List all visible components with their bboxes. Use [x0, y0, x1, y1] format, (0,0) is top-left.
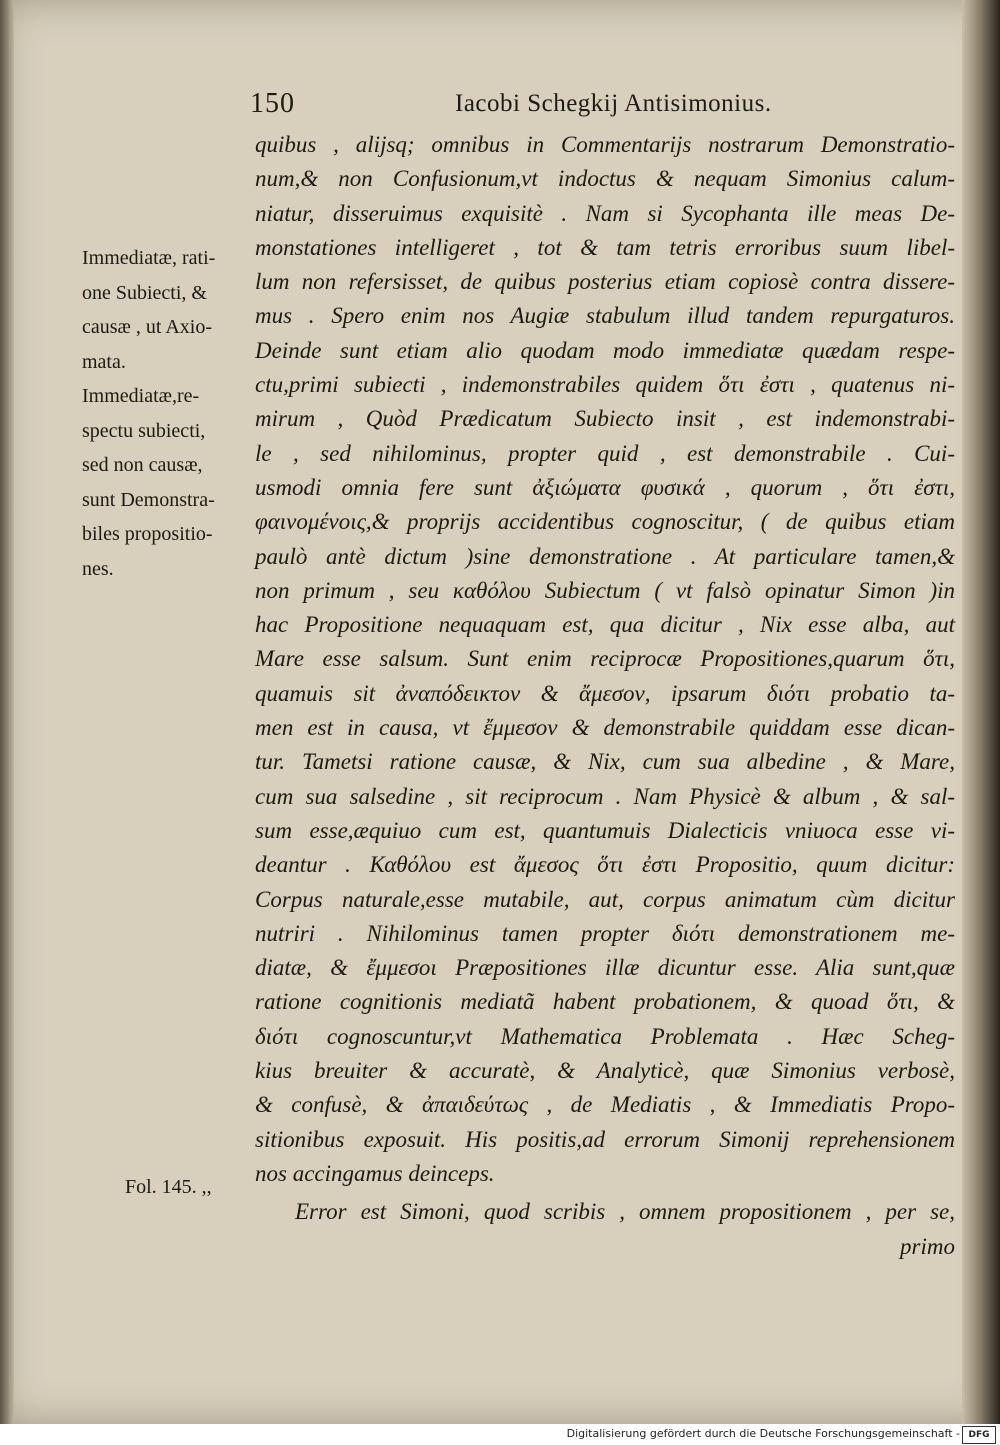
margin-note-line: spectu subiecti, [82, 419, 206, 442]
page-number: 150 [250, 88, 295, 119]
margin-note-line: nes. [82, 557, 114, 580]
text-line: sitionibus exposuit. His positis,ad errorum Simonij reprehensionem [255, 1126, 955, 1152]
text-line: nos accingamus deinceps. [255, 1160, 495, 1186]
text-line: mus . Spero enim nos Augiæ stabulum illud tandem repurgaturos. [255, 303, 955, 329]
text-line: Mare esse salsum. Sunt enim reciprocæ Propositiones,quarum ὅτι, [255, 646, 955, 672]
text-line: hac Propositione nequaquam est, qua dicitur , Nix esse alba, aut [255, 612, 955, 638]
text-line: cum sua salsedine , sit reciprocum . Nam Physicè & album , & sal- [255, 783, 955, 809]
text-line: ctu,primi subiecti , indemonstrabiles quidem ὅτι ἐστι , quatenus ni- [255, 372, 955, 398]
margin-note-line: one Subiecti, & [82, 281, 207, 304]
text-line: tur. Tametsi ratione causæ, & Nix, cum sua albedine , & Mare, [255, 749, 955, 775]
margin-note-line: sunt Demonstra- [82, 488, 215, 511]
text-line: Deinde sunt etiam alio quodam modo immediatæ quædam respe- [255, 337, 955, 363]
text-line: monstationes intelligeret , tot & tam tetris erroribus suum libel- [255, 234, 955, 260]
margin-notes [82, 241, 242, 586]
margin-note-line: Immediatæ, rati- [82, 247, 216, 269]
margin-note-line: causæ , ut Axio- [82, 316, 212, 338]
text-line: paulò antè dictum )sine demonstratione . At particulare tamen,& [255, 543, 955, 569]
folio-reference: Fol. 145. ,, [125, 1176, 212, 1198]
text-line: Corpus naturale,esse mutabile, aut, corpus animatum cùm dicitur [255, 886, 955, 912]
dfg-logo: DFG [962, 1426, 996, 1444]
page-left-edge [0, 0, 14, 1424]
text-line: nutriri . Nihilominus tamen propter διότι demonstrationem me- [255, 920, 955, 946]
text-line: lum non refersisset, de quibus posterius etiam copiosè contra dissere- [255, 269, 955, 295]
text-line: & confusè, & ἀπαιδεύτως , de Mediatis , & Immediatis Propo- [255, 1092, 955, 1118]
page-header [250, 88, 950, 126]
footer-bar [0, 1424, 1000, 1445]
text-line: φαινομένοις,& proprijs accidentibus cognoscitur, ( de quibus etiam [255, 509, 955, 535]
text-line: niatur, disseruimus exquisitè . Nam si Sycophanta ille meas De- [255, 200, 955, 226]
text-line: usmodi omnia fere sunt ἀξιώματα φυσικά , quorum , ὅτι ἐστι, [255, 474, 955, 500]
text-line: kius breuiter & accuratè, & Analyticè, quæ Simonius verbosè, [255, 1058, 955, 1084]
text-line: διότι cognoscuntur,vt Mathematica Problemata . Hæc Scheg- [255, 1023, 955, 1049]
text-line: deantur . Καθόλου est ἄμεσος ὅτι ἐστι Propositio, quum dicitur: [255, 852, 955, 878]
text-line: quibus , alijsq; omnibus in Commentarijs nostrarum Demonstratio- [255, 132, 955, 157]
body-text [255, 128, 955, 1264]
text-line: quamuis sit ἀναπόδεικτον & ἄμεσον, ipsarum διότι probatio ta- [255, 680, 955, 706]
text-line: ratione cognitionis mediatã habent probationem, & quoad ὅτι, & [255, 989, 955, 1015]
page-right-edge [962, 0, 1000, 1424]
text-line: non primum , seu καθόλου Subiectum ( vt falsò opinatur Simon )in [255, 577, 955, 603]
text-line: diatæ, & ἔμμεσοι Præpositiones illæ dicuntur esse. Alia sunt,quæ [255, 955, 955, 981]
margin-note-line: Immediatæ,re- [82, 385, 200, 407]
error-paragraph-line: Error est Simoni, quod scribis , omnem propositionem , per se, [295, 1199, 955, 1225]
text-line: le , sed nihilominus, propter quid , est demonstrabile . Cui- [255, 440, 955, 466]
funding-credit: Digitalisierung gefördert durch die Deutsche Forschungsgemeinschaft - [566, 1427, 960, 1440]
margin-note-line: sed non causæ, [82, 454, 203, 476]
text-line: mirum , Quòd Prædicatum Subiecto insit , est indemonstrabi- [255, 406, 955, 432]
text-line: sum esse,æquiuo cum est, quantumuis Dialecticis vniuoca esse vi- [255, 817, 955, 843]
running-head: Iacobi Schegkij Antisimonius. [455, 90, 772, 117]
catchword: primo [900, 1233, 955, 1259]
margin-note-line: mata. [82, 350, 126, 373]
margin-note-line: biles propositio- [82, 523, 213, 545]
text-line: num,& non Confusionum,vt indoctus & nequam Simonius calum- [255, 166, 955, 192]
text-line: men est in causa, vt ἔμμεσον & demonstrabile quiddam esse dican- [255, 715, 955, 741]
